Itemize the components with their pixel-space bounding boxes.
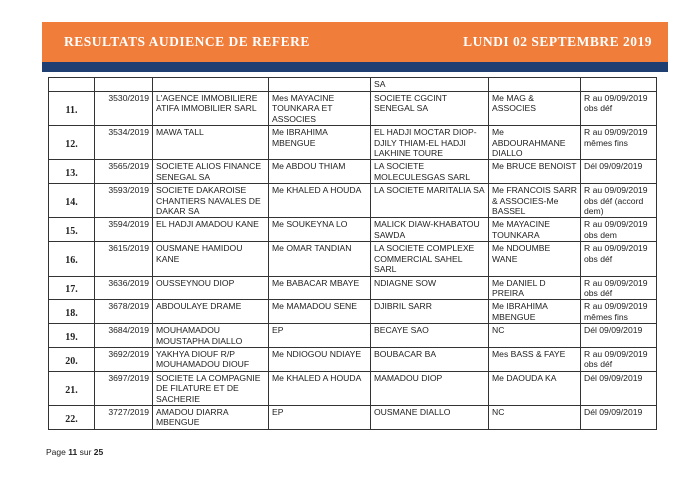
table-row <box>49 347 657 371</box>
case-number: 22. <box>49 405 95 429</box>
decision: R au 09/09/2019 mêmes fins <box>581 300 657 324</box>
defendant: MAMADOU DIOP <box>371 371 489 405</box>
defendant-lawyer: Me FRANCOIS SARR & ASSOCIES-Me BASSEL <box>489 184 581 218</box>
case-reference: 3565/2019 <box>95 160 153 184</box>
plaintiff-lawyer: Me BABACAR MBAYE <box>269 276 371 300</box>
plaintiff-lawyer: Me IBRAHIMA MBENGUE <box>269 126 371 160</box>
defendant-lawyer: Me BRUCE BENOIST <box>489 160 581 184</box>
case-number: 11. <box>49 92 95 126</box>
defendant-lawyer: Mes BASS & FAYE <box>489 347 581 371</box>
table-cell <box>95 78 153 92</box>
plaintiff-lawyer: Me ABDOU THIAM <box>269 160 371 184</box>
table-row <box>49 276 657 300</box>
table-row <box>49 92 657 126</box>
table-cell: SA <box>371 78 489 92</box>
table-row <box>49 405 657 429</box>
plaintiff: EL HADJI AMADOU KANE <box>153 218 269 242</box>
table-cell <box>49 78 95 92</box>
decision: R au 09/09/2019 obs déf <box>581 276 657 300</box>
plaintiff-lawyer: Me SOUKEYNA LO <box>269 218 371 242</box>
decision: R au 09/09/2019 obs déf <box>581 242 657 276</box>
case-reference: 3697/2019 <box>95 371 153 405</box>
page-label: Page <box>46 447 66 457</box>
plaintiff: MOUHAMADOU MOUSTAPHA DIALLO <box>153 324 269 348</box>
case-number: 12. <box>49 126 95 160</box>
table-row <box>49 300 657 324</box>
defendant: OUSMANE DIALLO <box>371 405 489 429</box>
page-sep: sur <box>79 447 92 457</box>
plaintiff: YAKHYA DIOUF R/P MOUHAMADOU DIOUF <box>153 347 269 371</box>
case-number: 17. <box>49 276 95 300</box>
case-reference: 3594/2019 <box>95 218 153 242</box>
plaintiff: SOCIETE DAKAROISE CHANTIERS NAVALES DE DAKAR SA <box>153 184 269 218</box>
plaintiff-lawyer: EP <box>269 324 371 348</box>
table-cell <box>269 78 371 92</box>
results-table-body <box>49 78 657 430</box>
page-current: 11 <box>68 447 78 457</box>
defendant-lawyer: Me IBRAHIMA MBENGUE <box>489 300 581 324</box>
case-reference: 3678/2019 <box>95 300 153 324</box>
results-table <box>48 77 657 430</box>
defendant: LA SOCIETE MARITALIA SA <box>371 184 489 218</box>
plaintiff-lawyer: Me NDIOGOU NDIAYE <box>269 347 371 371</box>
hearing-date: LUNDI 02 SEPTEMBRE 2019 <box>463 34 652 49</box>
decision: R au 09/09/2019 obs dem <box>581 218 657 242</box>
defendant: EL HADJI MOCTAR DIOP-DJILY THIAM-EL HADJI LAKHINE TOURE <box>371 126 489 160</box>
defendant: BECAYE SAO <box>371 324 489 348</box>
plaintiff-lawyer: Me MAMADOU SENE <box>269 300 371 324</box>
table-row-continued <box>49 78 657 92</box>
decision: Dél 09/09/2019 <box>581 405 657 429</box>
defendant-lawyer: Me MAYACINE TOUNKARA <box>489 218 581 242</box>
case-reference: 3530/2019 <box>95 92 153 126</box>
plaintiff: L'AGENCE IMMOBILIERE ATIFA IMMOBILIER SARL <box>153 92 269 126</box>
case-number: 13. <box>49 160 95 184</box>
case-reference: 3615/2019 <box>95 242 153 276</box>
plaintiff-lawyer: Me OMAR TANDIAN <box>269 242 371 276</box>
case-reference: 3727/2019 <box>95 405 153 429</box>
case-reference: 3593/2019 <box>95 184 153 218</box>
case-number: 16. <box>49 242 95 276</box>
defendant: NDIAGNE SOW <box>371 276 489 300</box>
defendant-lawyer: NC <box>489 405 581 429</box>
decision: Dél 09/09/2019 <box>581 160 657 184</box>
plaintiff: ABDOULAYE DRAME <box>153 300 269 324</box>
decision: Dél 09/09/2019 <box>581 371 657 405</box>
plaintiff-lawyer: Mes MAYACINE TOUNKARA ET ASSOCIES <box>269 92 371 126</box>
case-number: 19. <box>49 324 95 348</box>
plaintiff-lawyer: EP <box>269 405 371 429</box>
case-number: 18. <box>49 300 95 324</box>
defendant: LA SOCIETE COMPLEXE COMMERCIAL SAHEL SARL <box>371 242 489 276</box>
table-row <box>49 324 657 348</box>
table-row <box>49 218 657 242</box>
case-number: 15. <box>49 218 95 242</box>
plaintiff-lawyer: Me KHALED A HOUDA <box>269 371 371 405</box>
case-reference: 3636/2019 <box>95 276 153 300</box>
defendant: BOUBACAR BA <box>371 347 489 371</box>
table-cell <box>489 78 581 92</box>
page-total: 25 <box>93 447 104 457</box>
decision: R au 09/09/2019 obs déf <box>581 92 657 126</box>
plaintiff: MAWA TALL <box>153 126 269 160</box>
defendant-lawyer: Me ABDOURAHMANE DIALLO <box>489 126 581 160</box>
defendant: LA SOCIETE MOLECULESGAS SARL <box>371 160 489 184</box>
defendant: MALICK DIAW-KHABATOU SAWDA <box>371 218 489 242</box>
plaintiff: OUSMANE HAMIDOU KANE <box>153 242 269 276</box>
decision: R au 09/09/2019 obs déf (accord dem) <box>581 184 657 218</box>
table-row <box>49 126 657 160</box>
plaintiff-lawyer: Me KHALED A HOUDA <box>269 184 371 218</box>
plaintiff: AMADOU DIARRA MBENGUE <box>153 405 269 429</box>
defendant: DJIBRIL SARR <box>371 300 489 324</box>
case-number: 21. <box>49 371 95 405</box>
document-title: RESULTATS AUDIENCE DE REFERE <box>64 34 310 49</box>
table-row <box>49 242 657 276</box>
table-row <box>49 371 657 405</box>
plaintiff: SOCIETE ALIOS FINANCE SENEGAL SA <box>153 160 269 184</box>
decision: R au 09/09/2019 mêmes fins <box>581 126 657 160</box>
defendant-lawyer: Me DANIEL D PREIRA <box>489 276 581 300</box>
case-reference: 3684/2019 <box>95 324 153 348</box>
page-footer <box>46 447 103 457</box>
table-row <box>49 160 657 184</box>
header-banner <box>42 22 668 72</box>
case-number: 20. <box>49 347 95 371</box>
case-reference: 3534/2019 <box>95 126 153 160</box>
plaintiff: SOCIETE LA COMPAGNIE DE FILATURE ET DE SACHERIE <box>153 371 269 405</box>
case-reference: 3692/2019 <box>95 347 153 371</box>
table-cell <box>581 78 657 92</box>
defendant-lawyer: Me NDOUMBE WANE <box>489 242 581 276</box>
decision: Dél 09/09/2019 <box>581 324 657 348</box>
plaintiff: OUSSEYNOU DIOP <box>153 276 269 300</box>
decision: R au 09/09/2019 obs déf <box>581 347 657 371</box>
defendant: SOCIETE CGCINT SENEGAL SA <box>371 92 489 126</box>
defendant-lawyer: Me DAOUDA KA <box>489 371 581 405</box>
defendant-lawyer: Me MAG & ASSOCIES <box>489 92 581 126</box>
table-cell <box>153 78 269 92</box>
case-number: 14. <box>49 184 95 218</box>
table-row <box>49 184 657 218</box>
defendant-lawyer: NC <box>489 324 581 348</box>
